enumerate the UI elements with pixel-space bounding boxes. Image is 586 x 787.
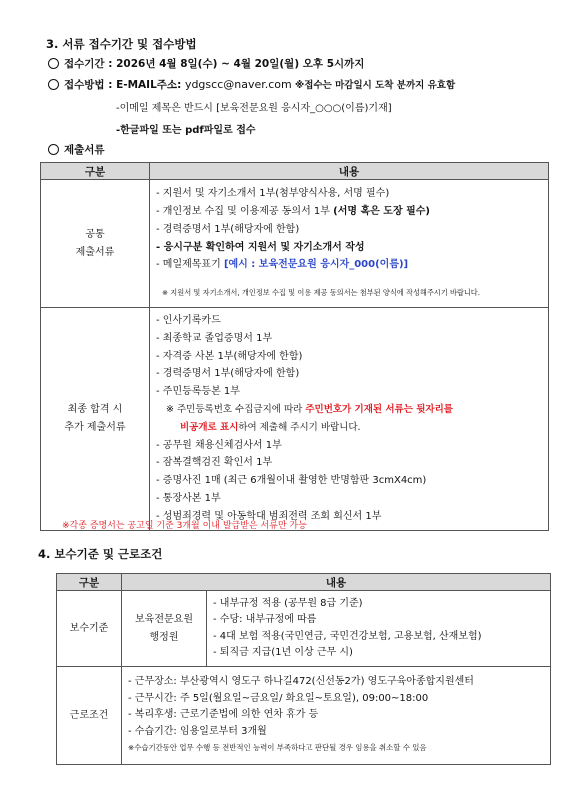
pay-subcategory <box>122 591 207 667</box>
list-item: - 지원서 및 자기소개서 1부(첨부양식사용, 서명 필수) <box>156 188 390 200</box>
pay-table-header-content: 내용 <box>122 574 551 591</box>
docs-table-header-content: 내용 <box>150 163 549 180</box>
file-line: -한글파일 또는 pdf파일로 접수 <box>116 125 256 136</box>
common-docs-items <box>150 180 549 308</box>
list-item: - 주민등록등본 1부 <box>156 386 240 398</box>
section4-title: 4. 보수기준 및 근로조건 <box>38 547 163 561</box>
final-docs-items <box>150 308 549 531</box>
list-item: - 경력증명서 1부(해당자에 한함) <box>156 223 300 235</box>
method-email: ydgscc@naver.com <box>184 78 292 91</box>
circle-bullet-icon <box>48 79 59 90</box>
list-item: - 증명사진 1매 (최근 6개월이내 촬영한 반명함판 3cmX4cm) <box>156 475 427 487</box>
list-item: - 근무장소: 부산광역시 영도구 하나길472(신선동2가) 영도구육아종합지원센터 <box>128 676 474 688</box>
docs-label-line <box>48 142 105 157</box>
common-docs-category <box>41 180 150 308</box>
list-item: - 수당: 내부규정에 따름 <box>213 614 317 625</box>
docs-footnote: ※각종 증명서는 공고일 기준 3개월 이내 발급받은 서류만 가능 <box>62 521 307 531</box>
final-cat-line1: 최종 합격 시 <box>67 403 123 415</box>
work-category: 근로조건 <box>57 667 122 765</box>
pay-category: 보수기준 <box>57 591 122 667</box>
list-item: - 개인정보 수집 및 이용제공 동의서 1부 (서명 혹은 도장 필수) <box>156 205 430 217</box>
period-value: 2026년 4월 8일(수) ~ 4월 20일(월) 오후 5시까지 <box>116 58 365 70</box>
period-label: 접수기간 : <box>64 58 117 70</box>
list-item: - 통장사본 1부 <box>156 492 221 504</box>
list-item: ※ 주민등록번호 수집금지에 따라 주민번호가 기재된 서류는 뒷자리를 <box>166 403 453 415</box>
pay-items <box>207 591 551 667</box>
circle-bullet-icon <box>48 58 59 69</box>
list-item: - 응시구분 확인하여 지원서 및 자기소개서 작성 <box>156 241 365 253</box>
method-line <box>48 77 455 92</box>
work-items <box>122 667 551 765</box>
docs-table <box>40 162 549 531</box>
final-cat-line2: 추가 제출서류 <box>64 421 126 433</box>
list-item: - 인사기록카드 <box>156 315 221 326</box>
list-item: - 근무시간: 주 5일(월요일~금요일/ 화요일~토요일), 09:00~18:00 <box>128 692 429 704</box>
list-item: - 내부규정 적용 (공무원 8급 기준) <box>213 597 363 609</box>
method-note: ※접수는 마감일시 도착 분까지 유효함 <box>291 80 456 91</box>
list-item: - 공무원 채용신체검사서 1부 <box>156 439 282 451</box>
list-item: - 잠복결핵검진 확인서 1부 <box>156 457 273 469</box>
list-item: - 최종학교 졸업증명서 1부 <box>156 332 273 344</box>
final-docs-category <box>41 308 150 531</box>
list-item: - 자격증 사본 1부(해당자에 한함) <box>156 350 303 362</box>
circle-bullet-icon <box>48 144 59 155</box>
list-item: - 메일제목표기 [예시 : 보육전문요원 응시자_000(이름)] <box>156 259 409 271</box>
common-cat-line1: 공통 <box>85 228 105 240</box>
pay-table-header-category: 구분 <box>57 574 122 591</box>
method-label: 접수방법 : E-MAIL주소: <box>64 79 185 91</box>
period-line <box>48 56 364 71</box>
docs-table-header-category: 구분 <box>41 163 150 180</box>
subject-line: -이메일 제목은 반드시 [보육전문요원 응시자_○○○(이름)기재] <box>116 103 392 114</box>
section3-title: 3. 서류 접수기간 및 접수방법 <box>46 37 197 51</box>
list-item: ※수습기간동안 업무 수행 등 전반적인 능력이 부족하다고 판단될 경우 임용을 취소할 수 있음 <box>128 743 427 753</box>
list-item: - 경력증명서 1부(해당자에 한함) <box>156 368 300 380</box>
list-item: - 성범죄경력 및 아동학대 범죄전력 조회 회신서 1부 <box>156 510 382 522</box>
pay-sub-line1: 보육전문요원 <box>135 613 193 625</box>
list-item: - 퇴직금 지급(1년 이상 근무 시) <box>213 647 353 658</box>
docs-label: 제출서류 <box>64 144 105 156</box>
pay-sub-line2: 행정원 <box>149 631 179 643</box>
common-docs-note: ※ 지원서 및 자기소개서, 개인정보 수집 및 이용 제공 동의서는 첨부된 양식에 작성해주시기 바랍니다. <box>162 288 481 298</box>
list-item: - 4대 보험 적용(국민연금, 국민건강보험, 고용보험, 산재보험) <box>213 630 482 642</box>
list-item: - 수습기간: 임용일로부터 3개월 <box>128 725 267 737</box>
pay-table <box>56 573 551 765</box>
list-item: 비공개로 표시하여 제출해 주시기 바랍니다. <box>180 421 361 433</box>
common-cat-line2: 제출서류 <box>75 246 115 258</box>
list-item: - 복리후생: 근로기준법에 의한 연차 휴가 등 <box>128 709 319 721</box>
